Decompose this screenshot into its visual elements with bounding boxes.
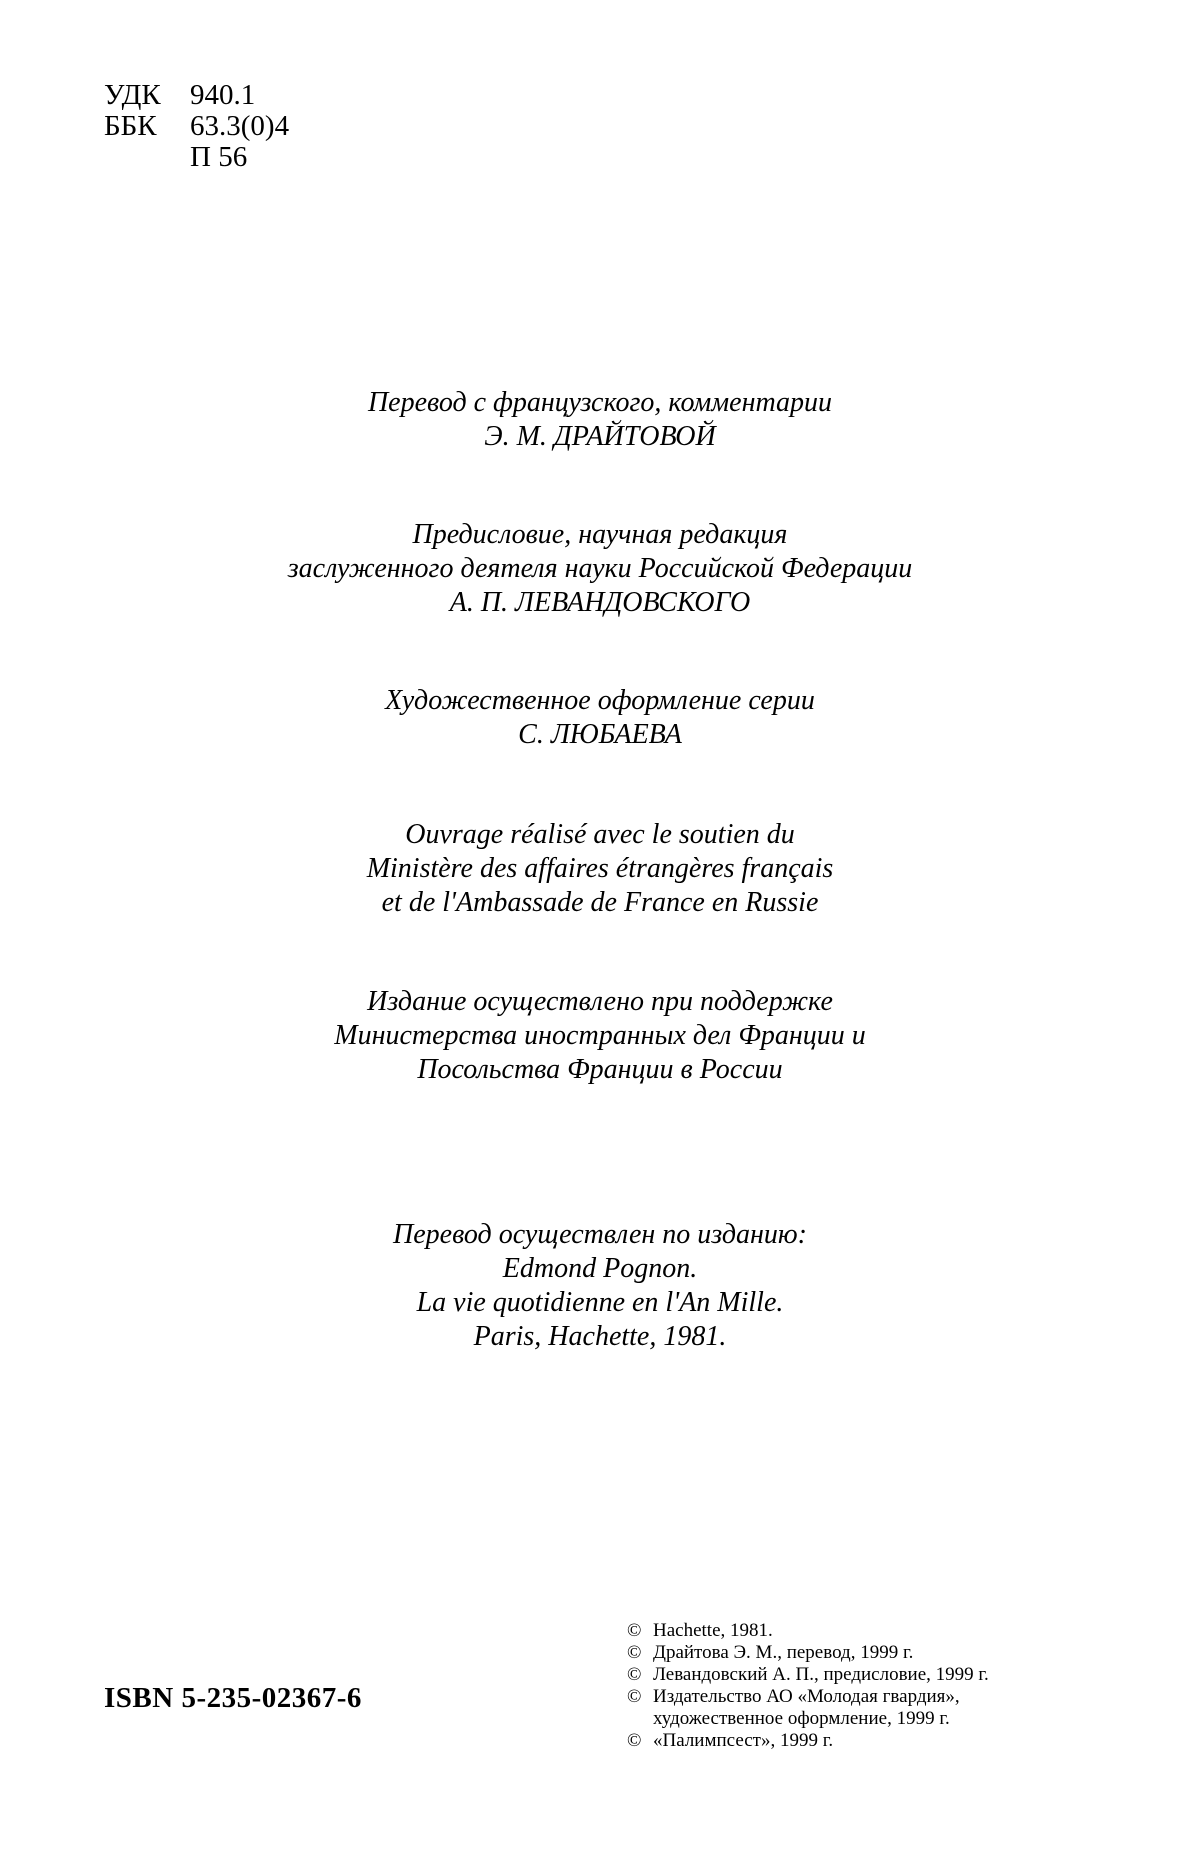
copyright-line — [627, 1642, 989, 1664]
copyright-text: «Палимпсест», 1999 г. — [653, 1730, 834, 1751]
copyright-text: Hachette, 1981. — [653, 1620, 773, 1641]
copyright-text: Драйтова Э. М., перевод, 1999 г. — [653, 1642, 914, 1663]
copyright-line — [627, 1730, 989, 1752]
source-line2: Edmond Pognon. — [502, 1253, 698, 1284]
bbk-row — [104, 111, 289, 142]
support-russian-line2: Министерства иностранных дел Франции и — [334, 1020, 866, 1051]
support-french-line2: Ministère des affaires étrangères français — [366, 853, 834, 884]
editing-role-line1: Предисловие, научная редакция — [412, 519, 788, 550]
isbn: ISBN 5-235-02367-6 — [104, 1682, 362, 1714]
support-russian-line3: Посольства Франции в России — [417, 1054, 783, 1085]
source-line1: Перевод осуществлен по изданию: — [393, 1219, 807, 1250]
copyright-icon: © — [627, 1664, 642, 1685]
copyright-icon: © — [627, 1686, 642, 1707]
translator-name: Э. М. ДРАЙТОВОЙ — [484, 421, 716, 452]
bbk-value: 63.3(0)4 — [190, 110, 290, 142]
editor-name: А. П. ЛЕВАНДОВСКОГО — [449, 587, 751, 618]
copyright-line-continued — [627, 1708, 989, 1730]
support-french — [200, 818, 1000, 920]
udk-value: 940.1 — [190, 79, 256, 111]
support-french-line3: et de l'Ambassade de France en Russie — [381, 887, 819, 918]
translation-role: Перевод с французского, комментарии — [367, 387, 833, 418]
source-line4: Paris, Hachette, 1981. — [473, 1321, 727, 1352]
copyright-icon: © — [627, 1642, 642, 1663]
support-french-line1: Ouvrage réalisé avec le soutien du — [405, 819, 795, 850]
copyright-text: Издательство АО «Молодая гвардия», — [653, 1686, 960, 1707]
support-russian-line1: Издание осуществлено при поддержке — [367, 986, 833, 1017]
designer-name: С. ЛЮБАЕВА — [518, 719, 682, 750]
copyright-block — [627, 1620, 989, 1752]
source-edition — [200, 1218, 1000, 1354]
translation-credit — [200, 386, 1000, 454]
source-line3: La vie quotidienne en l'An Mille. — [416, 1287, 784, 1318]
udk-row — [104, 80, 289, 111]
copyright-text: Левандовский А. П., предисловие, 1999 г. — [653, 1664, 989, 1685]
editing-role-line2: заслуженного деятеля науки Российской Федерации — [287, 553, 913, 584]
bbk-label: ББК — [104, 110, 157, 142]
copyright-line — [627, 1620, 989, 1642]
copyright-icon: © — [627, 1730, 642, 1751]
author-mark: П 56 — [190, 141, 248, 173]
udk-label: УДК — [104, 79, 161, 111]
editing-credit — [200, 518, 1000, 620]
classification-codes — [104, 80, 289, 173]
copyright-text: художественное оформление, 1999 г. — [653, 1708, 950, 1729]
copyright-line — [627, 1686, 989, 1708]
support-russian — [200, 985, 1000, 1087]
copyright-line — [627, 1664, 989, 1686]
copyright-icon: © — [627, 1620, 642, 1641]
design-role: Художественное оформление серии — [385, 685, 815, 716]
design-credit — [200, 684, 1000, 752]
